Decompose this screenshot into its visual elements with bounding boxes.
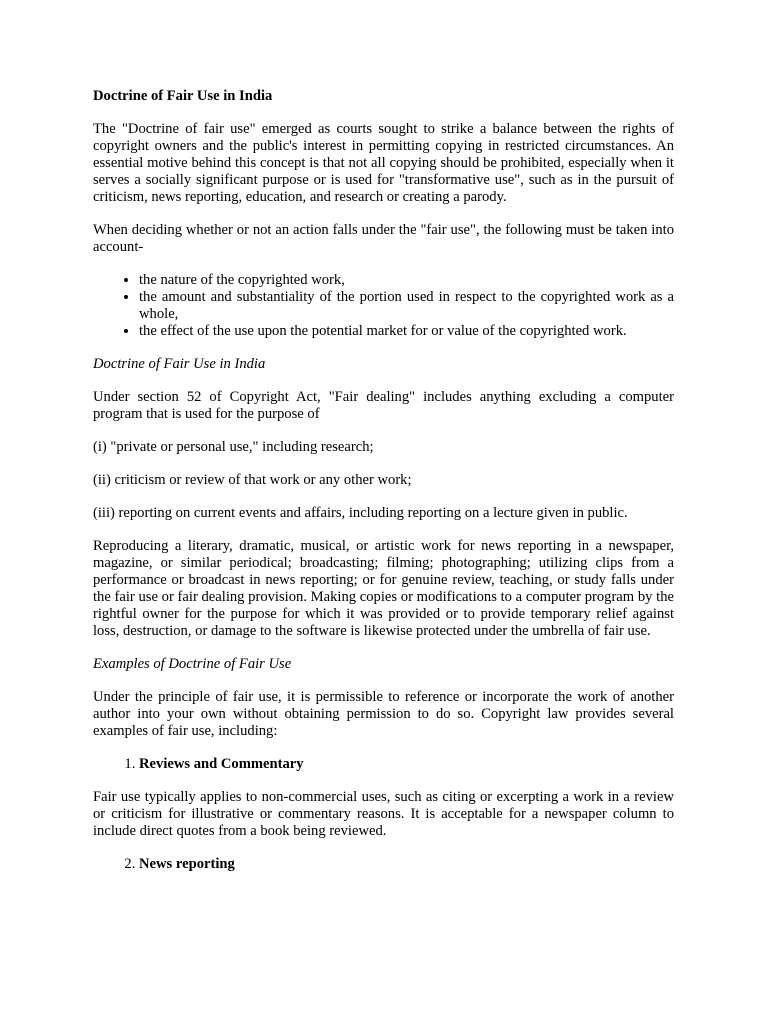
- purpose-item-private-use: (i) "private or personal use," including research;: [93, 439, 374, 455]
- factor-item-amount: • the amount and substantiality of the portion used in respect to the copyrighted work as a whole,: [139, 289, 674, 323]
- section52-paragraph: Under section 52 of Copyright Act, "Fair dealing" includes anything excluding a computer program that is used for the purpose of: [93, 389, 674, 422]
- factors-intro-paragraph: When deciding whether or not an action falls under the "fair use", the following must be taken into account-: [93, 222, 674, 255]
- section-heading-examples: Examples of Doctrine of Fair Use: [93, 656, 292, 672]
- document-page: [93, 88, 674, 889]
- purpose-item-reporting: (iii) reporting on current events and affairs, including reporting on a lecture given in public.: [93, 505, 628, 521]
- section-heading-india: Doctrine of Fair Use in India: [93, 356, 266, 372]
- example-paragraph-reviews: Fair use typically applies to non-commercial uses, such as citing or excerpting a work in a review or criticism for illustrative or commentary reasons. It is acceptable for a newspaper column to include direct quotes from a book being reviewed.: [93, 789, 674, 839]
- example-list-2: [93, 856, 674, 873]
- example-heading-reviews: 1. Reviews and Commentary: [139, 756, 674, 773]
- factors-list: [93, 272, 674, 340]
- factor-item-nature: • the nature of the copyrighted work,: [139, 272, 674, 289]
- intro-paragraph: The "Doctrine of fair use" emerged as courts sought to strike a balance between the rights of copyright owners and the public's interest in permitting copying in restricted circumstances. An essential motive behind this concept is that not all copying should be prohibited, especially when it serves a socially significant purpose or is used for "transformative use", such as in the pursuit of criticism, news reporting, education, and research or creating a parody.: [93, 121, 674, 205]
- examples-intro-paragraph: Under the principle of fair use, it is permissible to reference or incorporate the work of another author into your own without obtaining permission to do so. Copyright law provides several examples of fair use, including:: [93, 689, 674, 739]
- reproducing-paragraph: Reproducing a literary, dramatic, musical, or artistic work for news reporting in a newspaper, magazine, or similar periodical; broadcasting; filming; photographing; utilizing clips from a performance or broadcast in news reporting; or for genuine review, teaching, or study falls under the fair use or fair dealing provision. Making copies or modifications to a computer program by the rightful owner for the purpose for which it was provided or to provide temporary relief against loss, destruction, or damage to the software is likewise protected under the umbrella of fair use.: [93, 538, 674, 639]
- example-list-1: [93, 756, 674, 773]
- example-heading-news: 2. News reporting: [139, 856, 674, 873]
- purpose-item-criticism: (ii) criticism or review of that work or any other work;: [93, 472, 412, 488]
- factor-item-effect: • the effect of the use upon the potential market for or value of the copyrighted work.: [139, 323, 674, 340]
- document-title: Doctrine of Fair Use in India: [93, 88, 273, 104]
